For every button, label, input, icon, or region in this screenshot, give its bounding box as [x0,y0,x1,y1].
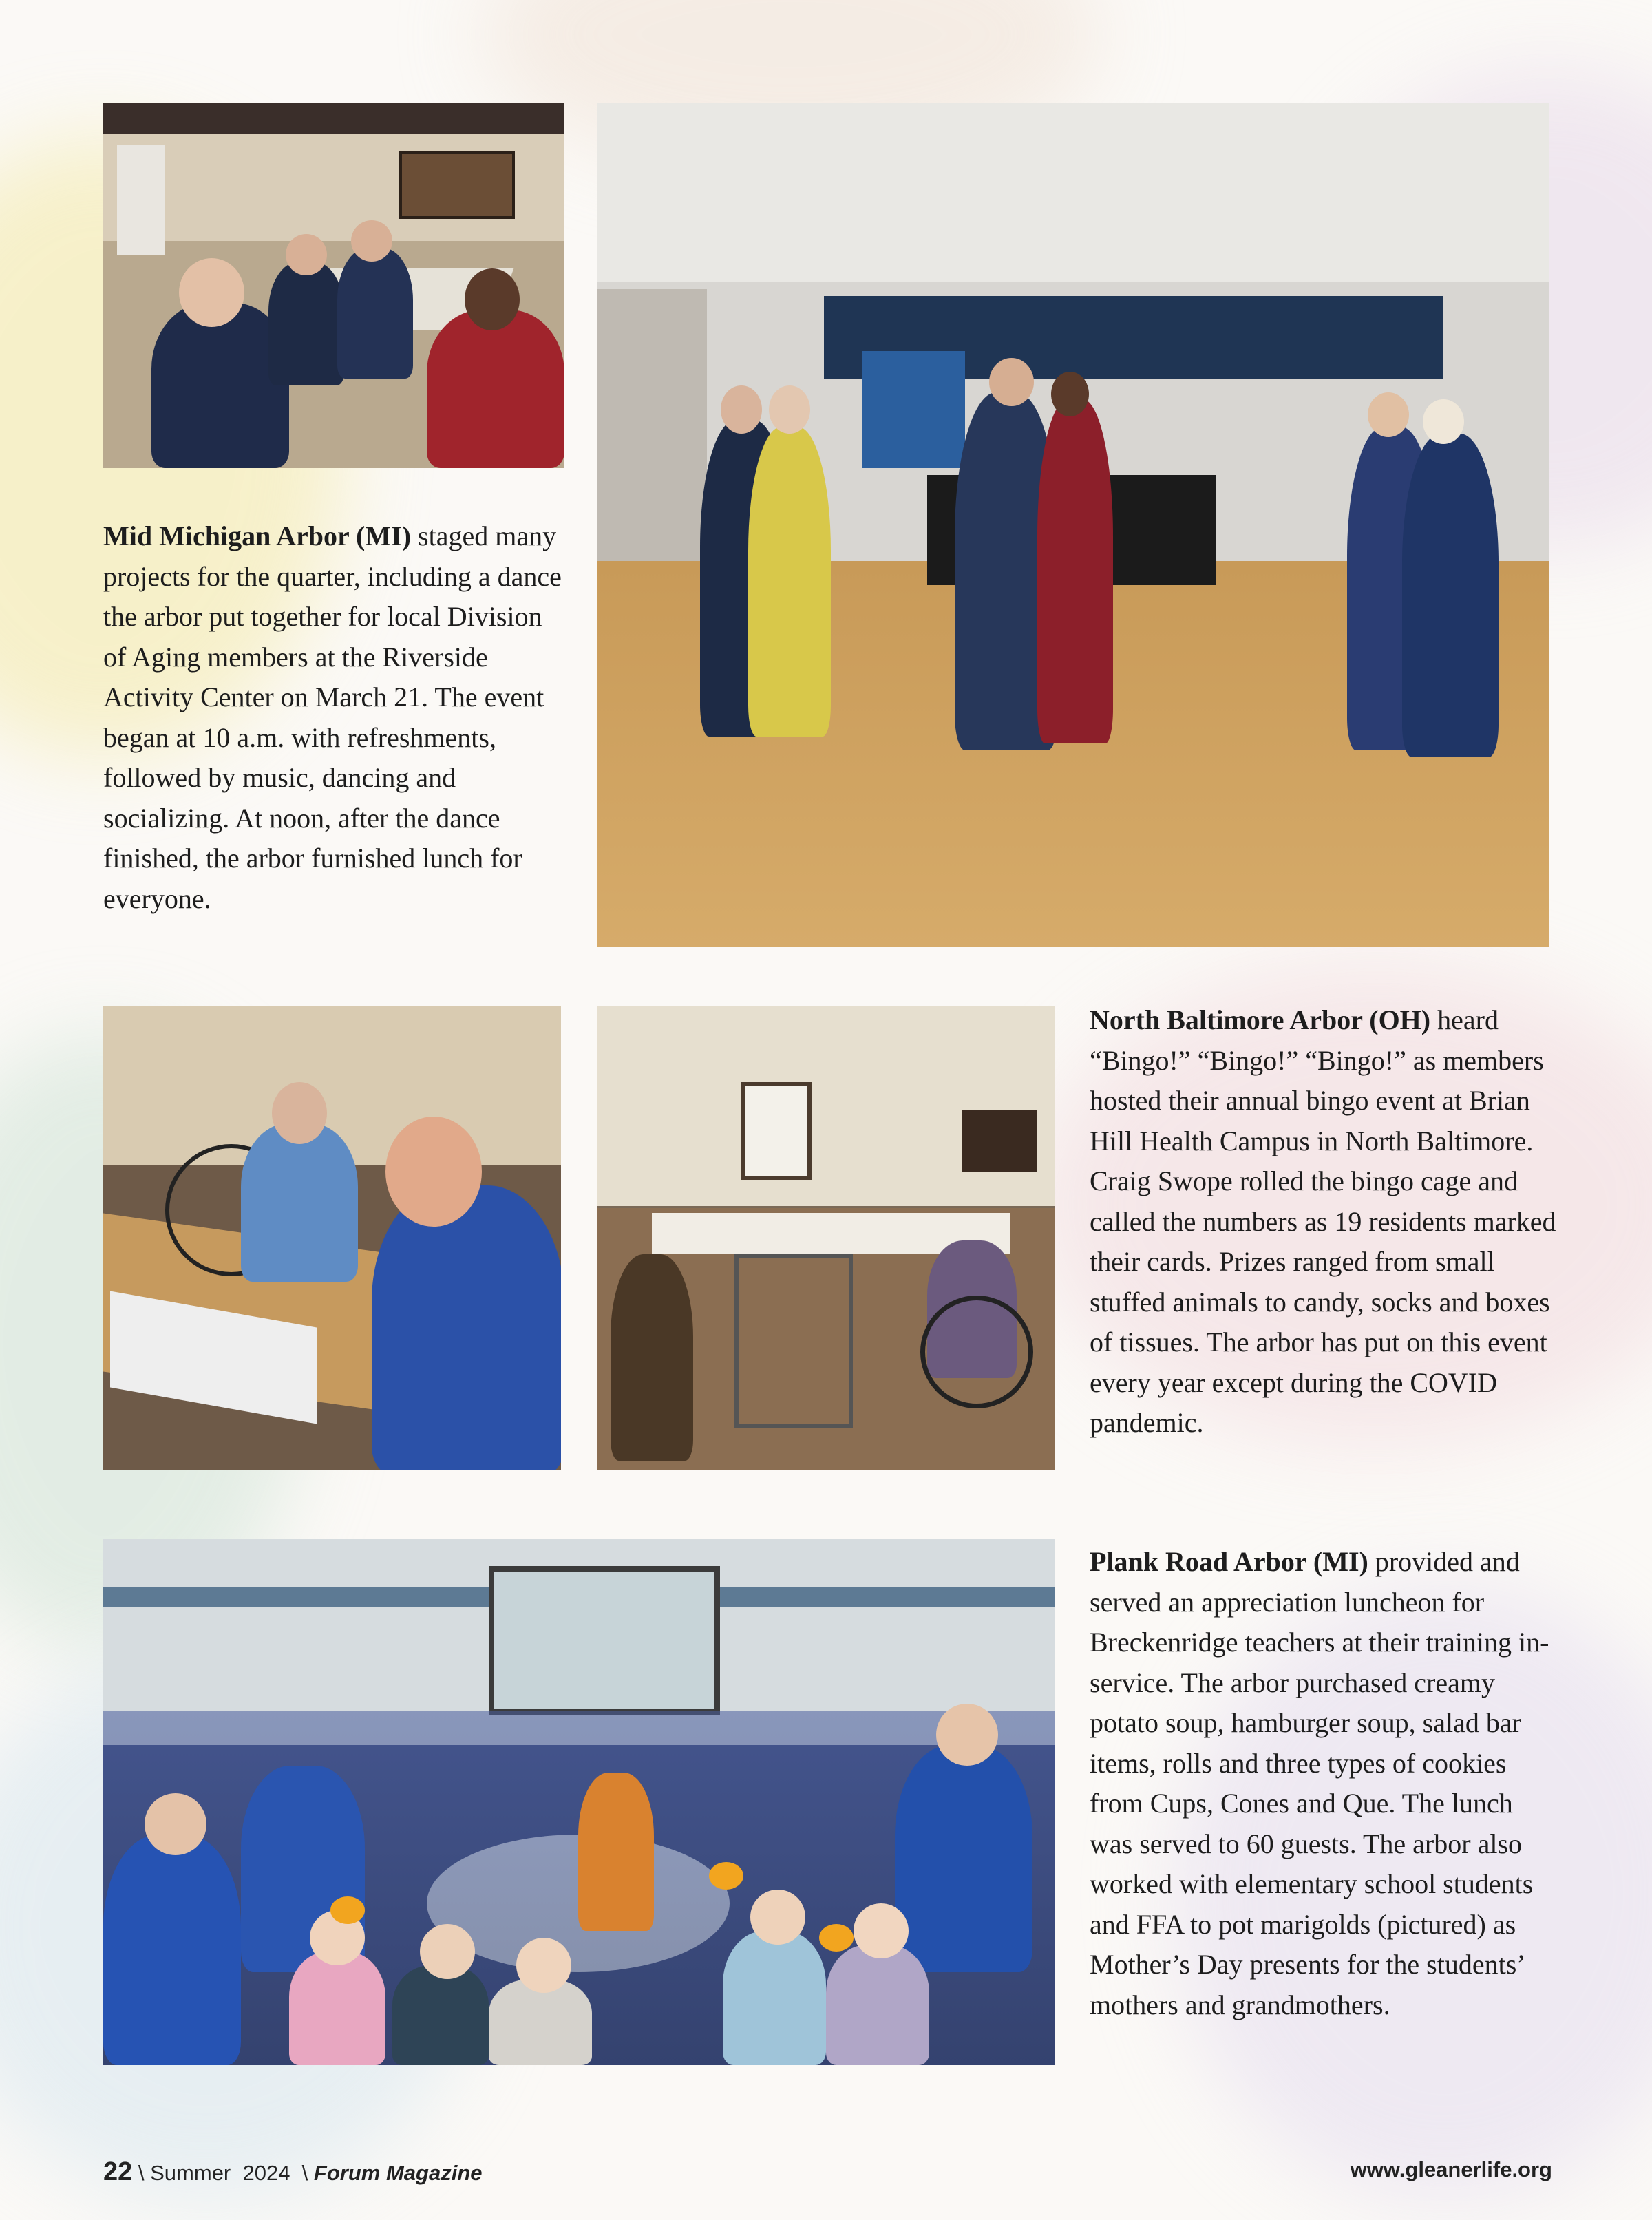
magazine-name: Forum Magazine [313,2161,483,2185]
photo-bingo-room [597,1006,1055,1470]
photo-plank-road-marigolds [103,1539,1055,2065]
issue-label: \ Summer 2024 \ [138,2161,308,2185]
page-number: 22 [103,2157,133,2186]
story-plank-road [1090,1542,1558,2025]
story-heading: Plank Road Arbor (MI) [1090,1546,1368,1577]
story-heading: North Baltimore Arbor (OH) [1090,1004,1431,1035]
story-body: staged many projects for the quarter, including a dance the arbor put together for local Division of Aging members at the Riverside Activity Center on March 21. The event began at 10 a.m. with refreshments, followed by music, dancing and socializing. At noon, after the dance finished, the arbor furnished lunch for everyone. [103,520,562,914]
story-mid-michigan [103,516,571,919]
story-body: heard “Bingo!” “Bingo!” “Bingo!” as members hosted their annual bingo event at Brian Hill Health Campus in North Baltimore. Craig Swope rolled the bingo cage and called the numbers as 19 residents marked their cards. Prizes ranged from small stuffed animals to candy, socks and boxes of tissues. The arbor has put on this event every year except during the COVID pandemic. [1090,1004,1556,1438]
photo-mid-michigan-group [103,103,564,468]
page-footer-left [103,2157,483,2187]
story-body: provided and served an appreciation luncheon for Breckenridge teachers at their training in-service. The arbor purchased creamy potato soup, hamburger soup, salad bar items, rolls and three types of cookies from Cups, Cones and Que. The lunch was served to 60 guests. The arbor also worked with elementary school students and FFA to pot marigolds (pictured) as Mother’s Day presents for the students’ mothers and grandmothers. [1090,1546,1549,2020]
story-heading: Mid Michigan Arbor (MI) [103,520,412,551]
story-north-baltimore [1090,1000,1558,1444]
website-link[interactable]: www.gleanerlife.org [1350,2157,1552,2181]
photo-bingo-cage [103,1006,561,1470]
photo-mid-michigan-dance [597,103,1549,947]
